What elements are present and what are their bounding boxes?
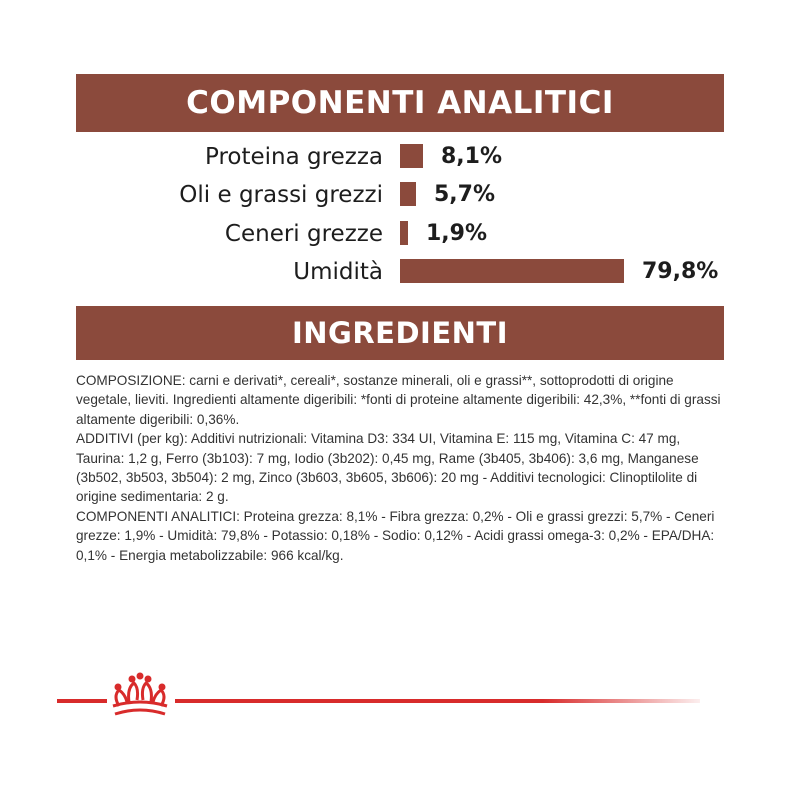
row-value: 79,8% xyxy=(642,259,719,284)
analitici-banner xyxy=(76,74,724,132)
row-value: 1,9% xyxy=(426,221,488,246)
ingredients-text xyxy=(76,371,726,565)
row-bar xyxy=(400,182,416,206)
row-label: Proteina grezza xyxy=(205,144,383,170)
analitici-row-umidita xyxy=(0,257,800,287)
analitici-row-proteina xyxy=(0,142,800,172)
composizione-paragraph: COMPOSIZIONE: carni e derivati*, cereali*, sostanze minerali, oli e grassi**, sottoprodotti di origine vegetale, lieviti. Ingredienti altamente digeribili: *fonti di proteine altamente digeribili: 42,3%, **fonti di grassi altamente digeribili: 0,36%. xyxy=(76,373,721,427)
row-value: 8,1% xyxy=(441,144,503,169)
footer-line-right xyxy=(175,699,700,703)
analitici-row-ceneri xyxy=(0,219,800,249)
row-bar xyxy=(400,144,423,168)
additivi-paragraph: ADDITIVI (per kg): Additivi nutrizionali: Vitamina D3: 334 UI, Vitamina E: 115 mg, Vitamina C: 47 mg, Taurina: 1,2 g, Ferro (3b103): 7 mg, Iodio (3b202): 0,45 mg, Rame (3b405, 3b406): 3,6 mg, Manganese (3b502, 3b503, 3b504): 2 mg, Zinco (3b603, 3b605, 3b606): 20 mg - Additivi tecnologici: Clinoptilolite di origine sedimentaria: 2 g. xyxy=(76,431,699,505)
row-label: Umidità xyxy=(293,259,383,285)
footer-line-left xyxy=(57,699,107,703)
row-bar xyxy=(400,221,408,245)
analitici-title: COMPONENTI ANALITICI xyxy=(186,85,614,121)
row-bar xyxy=(400,259,624,283)
row-value: 5,7% xyxy=(434,182,496,207)
analitici-row-grassi xyxy=(0,180,800,210)
componenti-paragraph: COMPONENTI ANALITICI: Proteina grezza: 8,1% - Fibra grezza: 0,2% - Oli e grassi grezzi: 5,7% - Ceneri grezze: 1,9% - Umidità: 79,8% - Potassio: 0,18% - Sodio: 0,12% - Acidi grassi omega-3: 0,2% - EPA/DHA: 0,1% - Energia metabolizzabile: 966 kcal/kg. xyxy=(76,508,715,563)
row-label: Ceneri grezze xyxy=(224,221,383,247)
ingredienti-title: INGREDIENTI xyxy=(291,316,509,350)
ingredienti-banner xyxy=(76,306,724,360)
row-label: Oli e grassi grezzi xyxy=(179,182,383,208)
crown-logo-icon xyxy=(103,668,177,724)
